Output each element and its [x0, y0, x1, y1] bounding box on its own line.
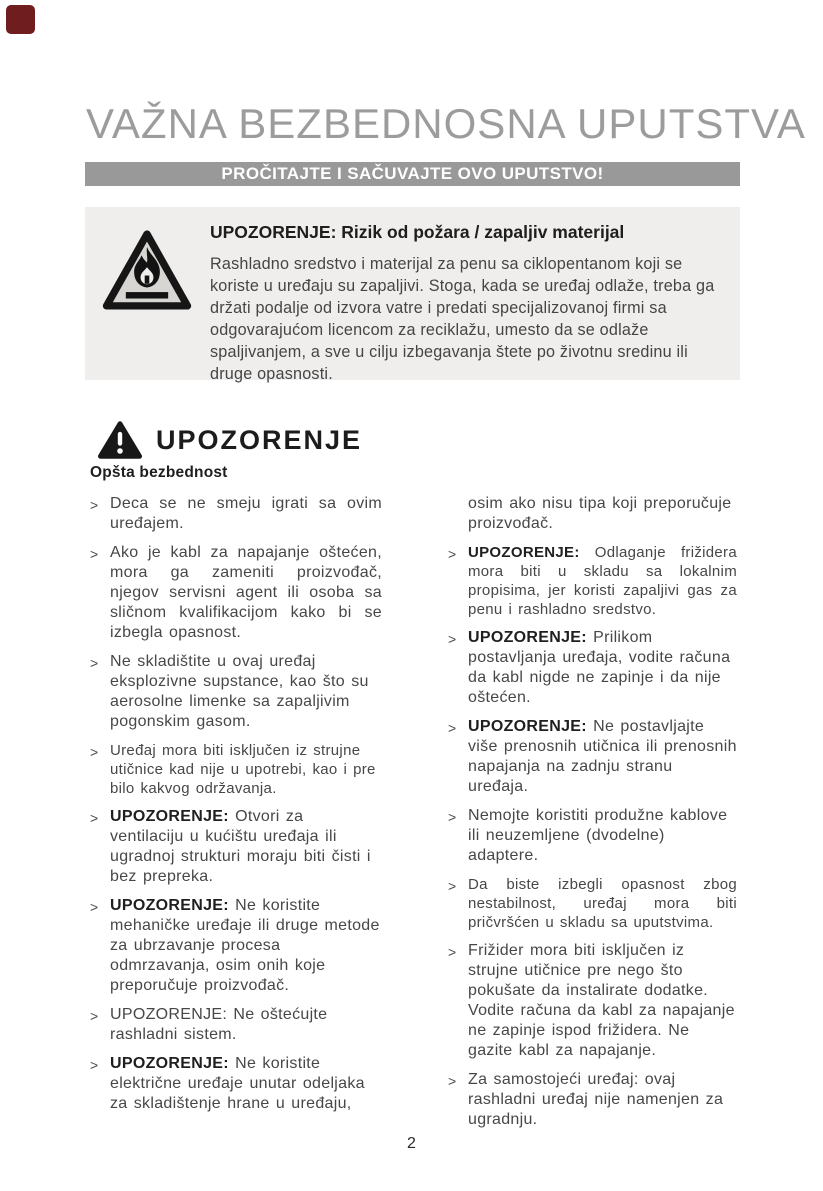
- bullet-marker: >: [448, 631, 457, 647]
- bullet-marker: >: [90, 546, 99, 562]
- bullet-marker: >: [90, 744, 99, 760]
- list-item: > Ako je kabl za napajanje oštećen, mora ga zameniti proizvođač, njegov servisni agent ili osoba sa sličnom kvalifikacijom kako bi se izbegla opasnost.: [90, 544, 382, 641]
- warning-triangle-icon: [98, 420, 142, 460]
- warning-section-heading: [98, 420, 362, 460]
- bullet-marker: >: [448, 546, 457, 562]
- bullet-marker: >: [90, 899, 99, 915]
- flammable-triangle-icon: [99, 220, 194, 380]
- bullet-marker: >: [90, 1057, 99, 1073]
- list-item: > Deca se ne smeju igrati sa ovim uređajem.: [90, 495, 382, 532]
- bullet-marker: >: [90, 810, 99, 826]
- read-save-banner: [85, 162, 740, 186]
- bullet-marker: >: [90, 655, 99, 671]
- bullet-marker: >: [448, 720, 457, 736]
- bullet-marker: >: [90, 1008, 99, 1024]
- bullet-marker: >: [448, 1073, 457, 1089]
- two-column-list: [90, 494, 740, 1139]
- section-heading-text: UPOZORENJE: [156, 424, 363, 455]
- fire-warning-heading: UPOZORENJE: Rizik od požara / zapaljiv materijal: [210, 222, 625, 242]
- list-item: > UPOZORENJE: Ne koristite mehaničke uređaje ili druge metode za ubrzavanje procesa odmrzavanja, osim onih koje preporučuje proizvođač.: [90, 897, 380, 994]
- bullet-marker: >: [448, 878, 457, 894]
- fire-warning-body: Rashladno sredstvo i materijal za penu sa ciklopentanom koji se koriste u uređaju su zapaljivi. Stoga, kada se uređaj odlaže, treba ga držati podalje od izvora vatre i predati specijalizovanoj firmi sa odgovarajućom licencom za reciklažu, umesto da se odlaže spaljivanjem, a sve u cilju izbegavanja štete po životnu sredinu ili druge opasnosti.: [210, 255, 715, 383]
- bullet-marker: >: [90, 497, 99, 513]
- page-title: VAŽNA BEZBEDNOSNA UPUTSTVA: [86, 100, 806, 147]
- page-number: 2: [407, 1135, 416, 1152]
- list-item: > UPOZORENJE: Ne oštećujte rashladni sistem.: [90, 1006, 328, 1043]
- list-item: > Da biste izbegli opasnost zbog nestabilnost, uređaj mora biti pričvršćen u skladu sa uputstvima.: [448, 876, 737, 931]
- bullet-marker: >: [448, 944, 457, 960]
- list-item: > UPOZORENJE: Odlaganje frižidera mora biti u skladu sa lokalnim propisima, jer koristi zapaljivi gas za penu i rashladno sredstvo.: [448, 544, 737, 618]
- continuation-text: osim ako nisu tipa koji preporučuje proizvođač.: [468, 495, 732, 532]
- list-item: > Ne skladištite u ovaj uređaj eksplozivne supstance, kao što su aerosolne limenke sa zapaljivim pogonskim gasom.: [90, 653, 369, 730]
- list-item: > Frižider mora biti isključen iz strujne utičnice pre nego što pokušate da instalirate dodatke. Vodite računa da kabl za napajanje ne zapinje ispod frižidera. Ne gazite kabl za napajanje.: [448, 942, 735, 1059]
- list-item: > UPOZORENJE: Ne koristite električne uređaje unutar odeljaka za skladištenje hrane u uređaju,: [90, 1055, 365, 1112]
- list-item: > Uređaj mora biti isključen iz strujne utičnice kad nije u upotrebi, kao i pre bilo kakvog održavanja.: [90, 742, 376, 797]
- fire-warning-box: [85, 207, 740, 383]
- left-column: [90, 494, 382, 1139]
- bullet-marker: >: [448, 809, 457, 825]
- list-item: > Nemojte koristiti produžne kablove ili neuzemljene (dvodelne) adaptere.: [448, 807, 728, 864]
- banner-text: PROČITAJTE I SAČUVAJTE OVO UPUTSTVO!: [221, 164, 604, 183]
- list-item: > UPOZORENJE: Ne postavljajte više prenosnih utičnica ili prenosnih napajanja na zadnju stranu uređaja.: [448, 718, 737, 795]
- right-column: [448, 494, 737, 1139]
- corner-marker: [6, 5, 35, 34]
- list-item: > Za samostojeći uređaj: ovaj rashladni uređaj nije namenjen za ugradnju.: [448, 1071, 724, 1128]
- list-item: > UPOZORENJE: Prilikom postavljanja uređaja, vodite računa da kabl nigde ne zapinje i da nije oštećen.: [448, 629, 731, 706]
- subsection-heading: Opšta bezbednost: [90, 464, 228, 481]
- list-item: > UPOZORENJE: Otvori za ventilaciju u kućištu uređaja ili ugradnoj strukturi moraju biti čisti i bez prepreka.: [90, 808, 371, 885]
